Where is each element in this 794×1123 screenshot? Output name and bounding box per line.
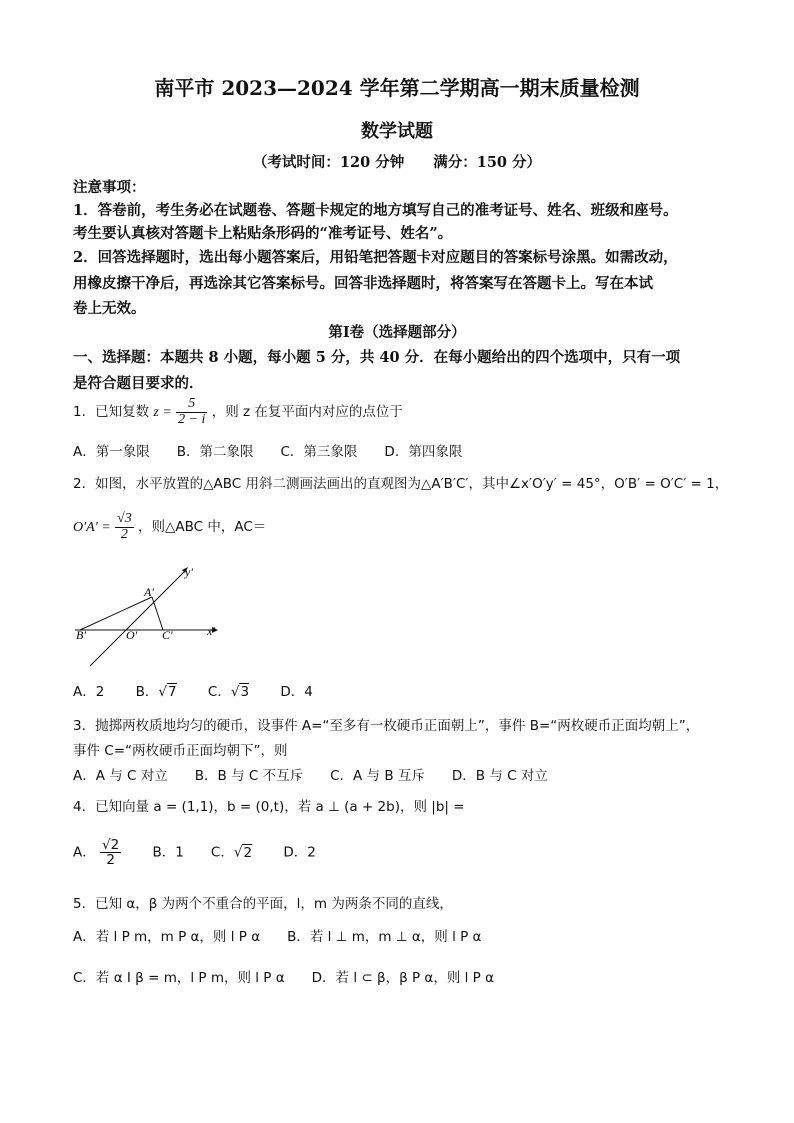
q4-options-bc: B．1 C． [152,844,234,861]
label-c: C′ [162,628,173,642]
question-2-line: 2．如图，水平放置的△ABC 用斜二测画法画出的直观图为△A′B′C′，其中∠x′O′y′ = 45°，O′B′ = O′C′ = 1， [73,476,729,492]
q2-option-b: B． [135,684,159,700]
q2-fraction [115,512,134,542]
question-1-options: A．第一象限 B．第二象限 C．第三象限 D．第四象限 [73,444,463,460]
notes-line: 用橡皮擦干净后，再选涂其它答案标号。回答非选择题时，将答案写在答题卡上。写在本试 [73,275,653,292]
sqrt-icon: √ [230,684,240,700]
exam-subject: 数学试题 [361,121,433,142]
question-3-line: 3．抛掷两枚质地均匀的硬币，设事件 A=“至多有一枚硬币正面朝上”，事件 B=“两枚硬币正面均朝上”， [73,718,700,734]
notes-heading: 注意事项： [73,179,146,196]
q1-suffix: ，则 z 在复平面内对应的点位于 [211,404,403,421]
q4-option-d: D．2 [283,844,316,861]
q2-oa-label: O′A′ = [73,520,111,536]
question-2-options [73,680,313,700]
q1-fraction [176,397,207,427]
label-o: O′ [126,628,138,642]
section-intro: 一、选择题：本题共 8 小题，每小题 5 分，共 40 分．在每小题给出的四个选项中，只有一项 [73,349,681,366]
question-5-options-ab: A．若 l P m，m P α，则 l P α B．若 l ⊥ m，m ⊥ α，则 l P α [73,929,482,945]
question-3-line: 事件 C=“两枚硬币正面均朝下”，则 [73,743,288,759]
q2-numerator: √3 [117,511,132,526]
q1-prefix: 1．已知复数 [73,404,150,421]
q2-tail: ，则△ABC 中，AC＝ [138,519,267,536]
q2-option-b-radicand: 7 [168,684,177,700]
q2-option-c: C． [207,684,231,700]
section-title: 第Ⅰ卷（选择题部分） [328,324,466,341]
question-3-options: A．A 与 C 对立 B．B 与 C 不互斥 C．A 与 B 互斥 D．B 与 C 对立 [73,768,548,784]
question-5-options-cd: C．若 α I β = m，l P m，则 l P α D．若 l ⊂ β，β P α，则 l P α [73,970,494,986]
section-intro: 是符合题目要求的． [73,375,204,392]
notes-line: 1．答卷前，考生务必在试题卷、答题卡规定的地方填写自己的准考证号、姓名、班级和座号。 [73,202,678,219]
q2-option-d: D．4 [280,684,313,700]
sqrt-icon: √ [158,684,167,700]
question-2-condition [73,512,266,542]
notes-line: 考生要认真核对答题卡上粘贴条形码的“准考证号、姓名”。 [73,225,453,242]
q4-option-a-numerator: √2 [102,837,120,853]
question-4-stem: 4．已知向量 a = (1,1)，b = (0,t)，若 a ⊥ (a + 2b)，则 |b| = [73,799,465,815]
segment-a-c [152,597,163,630]
q1-numerator: 5 [176,397,207,413]
question-5-stem: 5．已知 α，β 为两个不重合的平面，l，m 为两条不同的直线， [73,896,453,912]
question-1-stem [73,397,403,427]
q2-option-a: A．2 [73,684,105,700]
label-y: y′ [185,565,193,579]
notes-line: 2．回答选择题时，选出每小题答案后，用铅笔把答题卡对应题目的答案标号涂黑。如需改动， [73,249,678,266]
exam-title: 南平市 2023—2024 学年第二学期高一期末质量检测 [154,76,640,100]
q4-option-c-radicand: 2 [243,844,253,861]
q2-denominator: 2 [120,526,128,542]
q4-option-a-denominator: 2 [106,852,115,869]
q1-denominator: 2 − i [178,411,206,427]
q2-option-c-radicand: 3 [240,684,250,700]
label-x: x′ [207,624,215,638]
label-a: A′ [144,585,154,599]
q4-option-a: A． [73,844,96,861]
question-4-options [73,838,316,867]
notes-line: 卷上无效。 [73,300,146,317]
q1-variable: z = [153,405,172,421]
exam-info: （考试时间：120 分钟 满分：150 分） [252,154,542,171]
segment-b-a [80,597,152,630]
oblique-projection-figure [70,562,230,672]
q4-option-a-fraction [100,838,121,867]
sqrt-icon: √ [233,844,243,861]
label-b: B′ [76,628,86,642]
